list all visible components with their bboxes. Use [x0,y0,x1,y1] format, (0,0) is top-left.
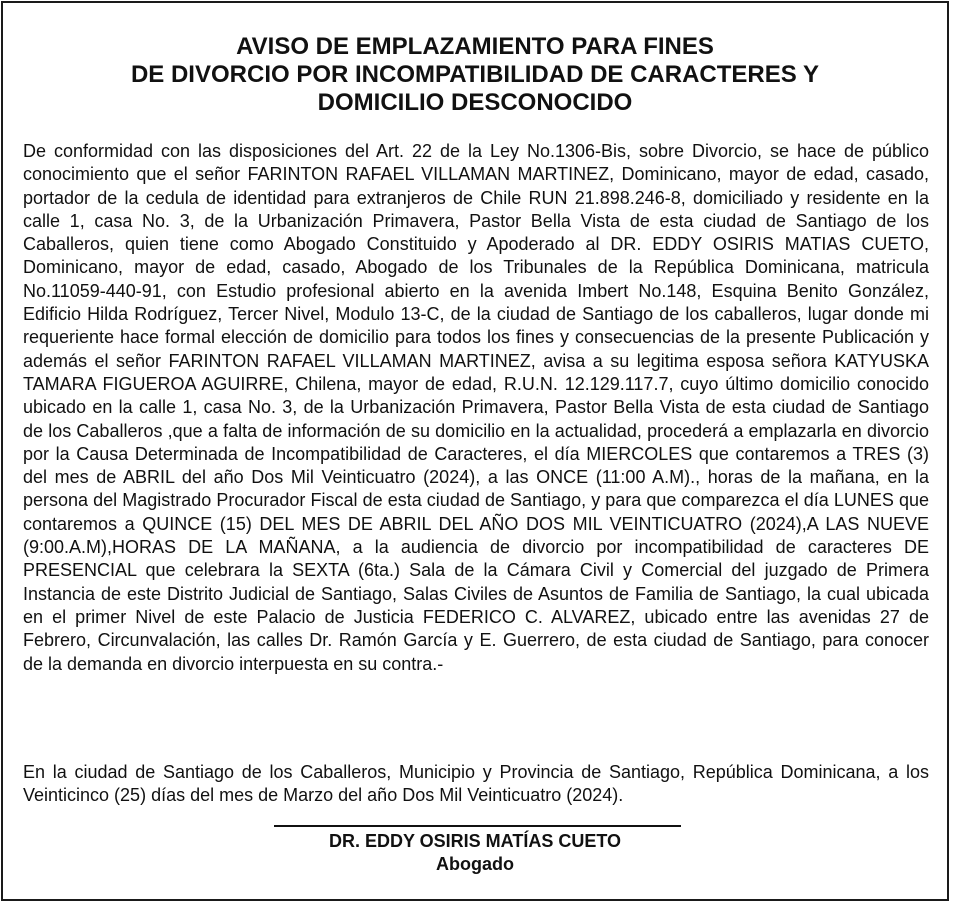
notice-closing-paragraph: En la ciudad de Santiago de los Caballeros, Municipio y Provincia de Santiago, República Dominicana, a los Veinticinco (25) días del mes de Marzo del año Dos Mil Veinticuatro (2024). [23,762,929,806]
legal-notice [1,1,949,901]
signature-line [274,825,681,827]
signatory-name: DR. EDDY OSIRIS MATÍAS CUETO [328,831,622,851]
notice-body-paragraph: De conformidad con las disposiciones del Art. 22 de la Ley No.1306-Bis, sobre Divorcio, se hace de público conocimiento que el señor FARINTON RAFAEL VILLAMAN MARTINEZ, Dominicano, mayor de edad, casado, portador de la cedula de identidad para extranjeros de Chile RUN 21.898.246-8, domiciliado y residente en la calle 1, casa No. 3, de la Urbanización Primavera, Pastor Bella Vista de esta ciudad de Santiago de los Caballeros, quien tiene como Abogado Constituido y Apoderado al DR. EDDY OSIRIS MATIAS CUETO, Dominicano, mayor de edad, casado, Abogado de los Tribunales de la República Dominicana, matricula No.11059-440-91, con Estudio profesional abierto en la avenida Imbert No.148, Esquina Benito González, Edificio Hilda Rodríguez, Tercer Nivel, Modulo 13-C, de la ciudad de Santiago de los caballeros, lugar donde mi requeriente hace formal elección de domicilio para todos los fines y consecuencias de la presente Publicación y además el señor FARINTON RAFAEL VILLAMAN MARTINEZ, avisa a su legitima esposa señora KATYUSKA TAMARA FIGUEROA AGUIRRE, Chilena, mayor de edad, R.U.N. 12.129.117.7, cuyo último domicilio conocido ubicado en la calle 1, casa No. 3, de la Urbanización Primavera, Pastor Bella Vista de esta ciudad de Santiago de los Caballeros ,que a falta de información de su domicilio en la actualidad, procederá a emplazarla en divorcio por la Causa Determinada de Incompatibilidad de Caracteres, el día MIERCOLES que contaremos a TRES (3) del mes de ABRIL del año Dos Mil Veinticuatro (2024), a las ONCE (11:00 A.M)., horas de la mañana, en la persona del Magistrado Procurador Fiscal de esta ciudad de Santiago, y para que comparezca el día LUNES que contaremos a QUINCE (15) DEL MES DE ABRIL DEL AÑO DOS MIL VEINTICUATRO (2024),A LAS NUEVE (9:00.A.M),HORAS DE LA MAÑANA, a la audiencia de divorcio por incompatibilidad de caracteres DE PRESENCIAL que celebrara la SEXTA (6ta.) Sala de la Cámara Civil y Comercial del juzgado de Primera Instancia de este Distrito Judicial de Santiago, Salas Civiles de Asuntos de Familia de Santiago, la cual ubicada en el primer Nivel de este Palacio de Justicia FEDERICO C. ALVAREZ, ubicado entre las avenidas 27 de Febrero, Circunvalación, las calles Dr. Ramón García y E. Guerrero, de esta ciudad de Santiago, para conocer de la demanda en divorcio interpuesta en su contra.- [23,141,929,674]
notice-title-line-3: DOMICILIO DESCONOCIDO [317,89,633,116]
notice-title-line-1: AVISO DE EMPLAZAMIENTO PARA FINES [236,33,714,60]
signatory-role: Abogado [436,854,514,874]
notice-title [3,33,947,117]
notice-title-line-2: DE DIVORCIO POR INCOMPATIBILIDAD DE CARACTERES Y [130,61,820,88]
